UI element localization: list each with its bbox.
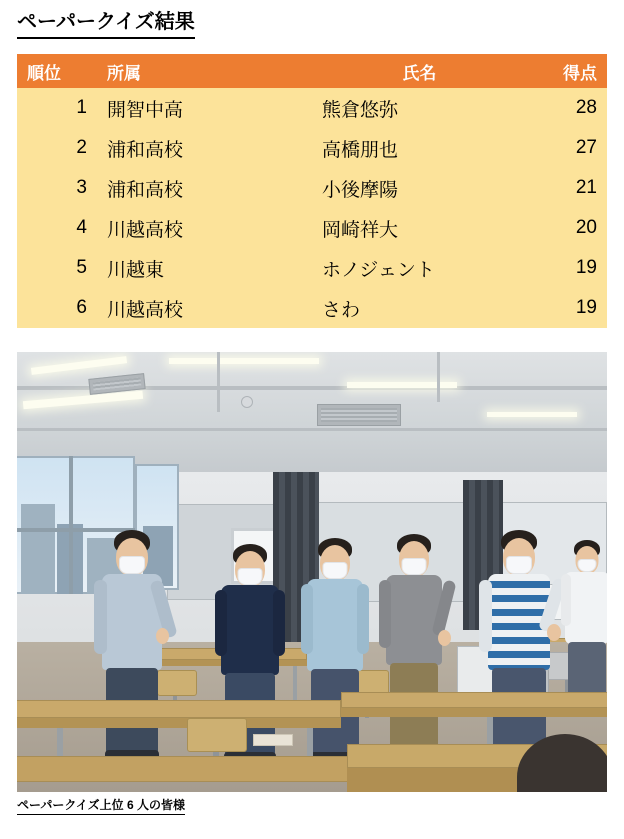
cell-name: ホノジェント <box>312 248 527 288</box>
cell-school: 開智中高 <box>97 88 312 128</box>
paper-on-desk <box>253 734 293 746</box>
hand-peace-sign <box>156 628 169 644</box>
cell-rank: 3 <box>17 168 97 208</box>
desk <box>17 700 341 718</box>
cell-name: 岡崎祥大 <box>312 208 527 248</box>
cell-school: 浦和高校 <box>97 168 312 208</box>
cell-school: 川越東 <box>97 248 312 288</box>
face-mask <box>119 556 145 574</box>
cell-name: さわ <box>312 288 527 328</box>
photo-caption: ペーパークイズ上位 6 人の皆様 <box>17 797 185 815</box>
person-1 <box>93 530 171 774</box>
desk <box>341 692 607 708</box>
ceiling-beam <box>217 352 220 412</box>
air-vent <box>317 404 401 426</box>
chair <box>187 718 247 752</box>
table-row <box>17 168 607 208</box>
face-mask <box>402 558 427 575</box>
arm-left <box>215 590 227 656</box>
table-row <box>17 288 607 328</box>
column-header-name: 氏名 <box>312 54 527 88</box>
cell-score: 19 <box>527 288 607 328</box>
cell-score: 28 <box>527 88 607 128</box>
shirt <box>565 572 607 644</box>
cell-school: 川越高校 <box>97 208 312 248</box>
ceiling-light <box>487 412 577 417</box>
arm-right <box>273 590 285 656</box>
arm-left <box>561 574 571 626</box>
tshirt <box>307 579 363 671</box>
cell-rank: 5 <box>17 248 97 288</box>
face-mask <box>506 556 532 574</box>
cell-rank: 4 <box>17 208 97 248</box>
face-mask <box>323 562 348 579</box>
table-row <box>17 248 607 288</box>
cell-name: 小後摩陽 <box>312 168 527 208</box>
person-4 <box>377 534 451 774</box>
person-6 <box>561 540 607 700</box>
cell-rank: 2 <box>17 128 97 168</box>
hand-peace-sign <box>547 624 561 641</box>
cell-name: 高橋朋也 <box>312 128 527 168</box>
photo-scene <box>17 352 607 792</box>
cell-school: 川越高校 <box>97 288 312 328</box>
arm-left <box>379 580 391 648</box>
desk-edge <box>17 718 341 728</box>
column-header-score: 得点 <box>527 54 607 88</box>
face-mask <box>238 568 263 585</box>
arm-left <box>94 580 107 654</box>
table-row <box>17 128 607 168</box>
face-mask <box>578 559 597 572</box>
desk-leg <box>293 666 297 700</box>
arm-right <box>357 584 369 654</box>
smoke-detector-icon <box>241 396 253 408</box>
trousers <box>568 642 606 698</box>
arm-left <box>301 584 313 654</box>
desk-leg <box>487 717 493 747</box>
cell-score: 20 <box>527 208 607 248</box>
cell-score: 21 <box>527 168 607 208</box>
cell-school: 浦和高校 <box>97 128 312 168</box>
group-photo <box>17 352 607 792</box>
ceiling-beam <box>17 428 607 431</box>
page-title: ペーパークイズ結果 <box>17 8 195 39</box>
ceiling-beam <box>437 352 440 402</box>
cell-score: 27 <box>527 128 607 168</box>
cell-rank: 1 <box>17 88 97 128</box>
ceiling-light <box>347 382 457 388</box>
column-header-rank: 順位 <box>17 54 97 88</box>
tshirt <box>221 585 279 675</box>
cell-score: 19 <box>527 248 607 288</box>
column-header-school: 所属 <box>97 54 312 88</box>
building-exterior <box>21 504 55 594</box>
table-row <box>17 208 607 248</box>
hand-peace-sign <box>438 630 451 646</box>
window-mullion <box>69 456 73 594</box>
cell-rank: 6 <box>17 288 97 328</box>
arm-left <box>479 580 492 652</box>
ceiling-light <box>169 358 319 364</box>
table-header-row <box>17 54 607 88</box>
desk-edge <box>341 708 607 717</box>
paper-quiz-results-table <box>17 54 607 328</box>
cell-name: 熊倉悠弥 <box>312 88 527 128</box>
table-header <box>17 54 607 88</box>
table-body <box>17 88 607 328</box>
table-row <box>17 88 607 128</box>
